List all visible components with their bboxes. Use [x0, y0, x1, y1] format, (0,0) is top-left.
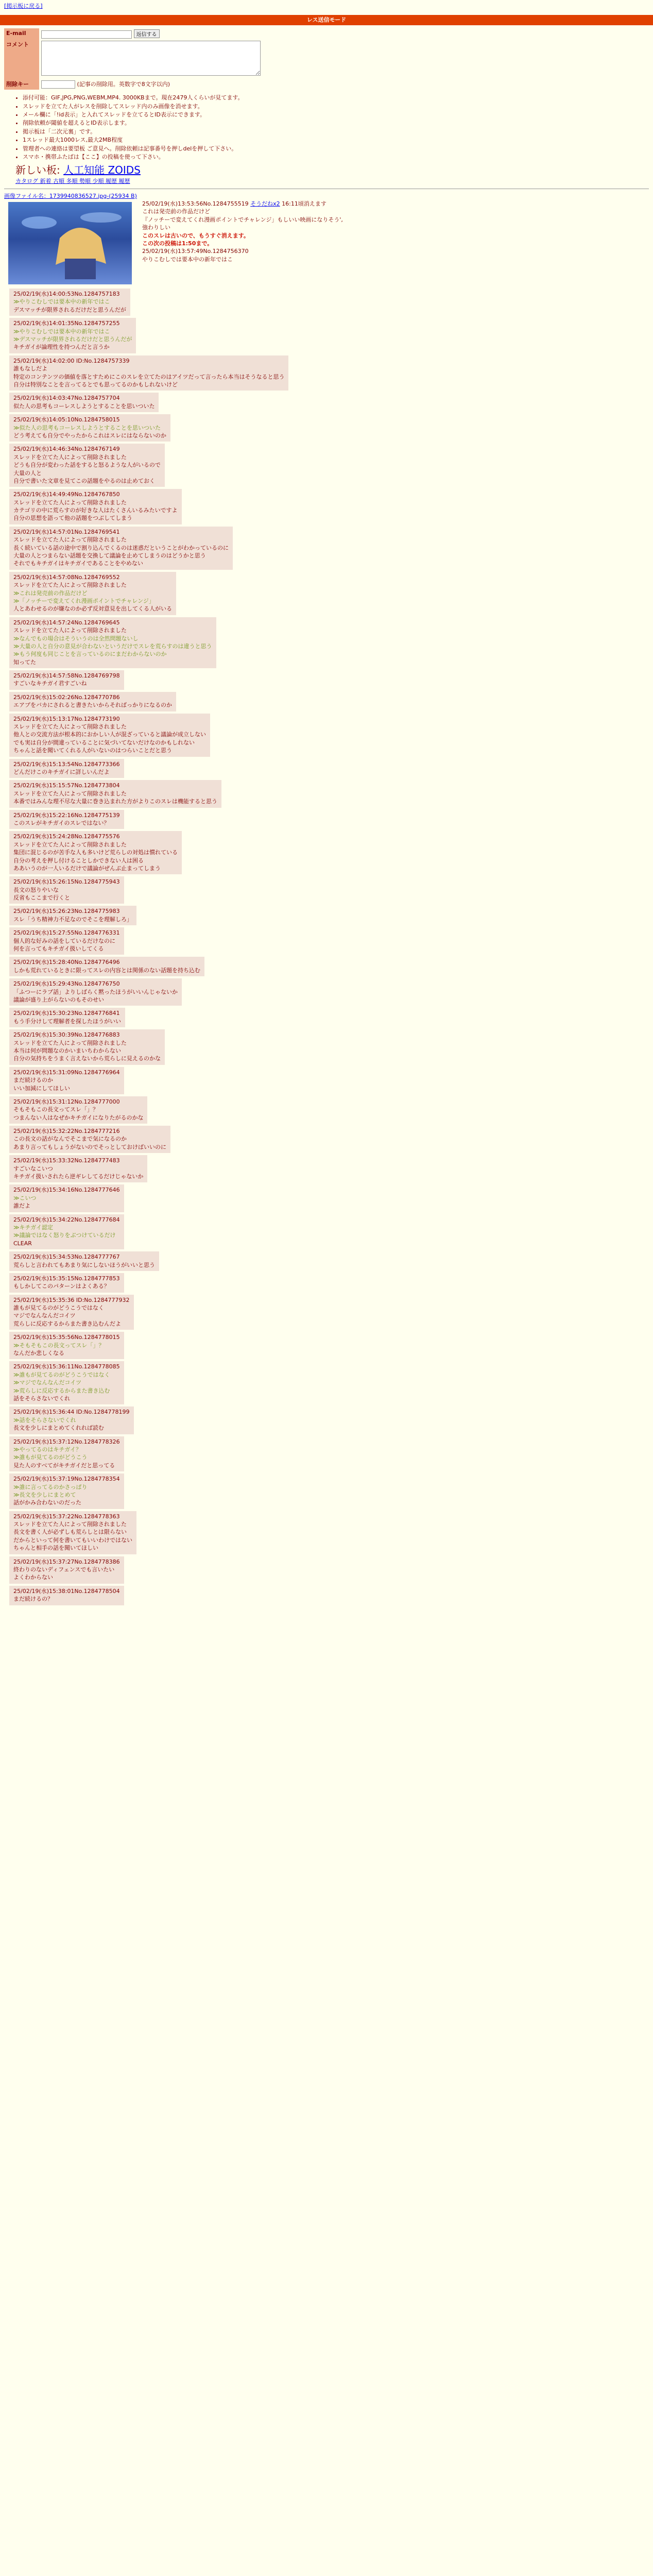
reply-header[interactable]: 25/02/19(水)15:31:12No.1284777000	[13, 1098, 120, 1105]
reply-line: どう考えても自分でやったからこれはスレにはならないのか	[13, 432, 166, 439]
submit-button[interactable]: 返信する	[134, 29, 160, 38]
reply-header[interactable]: 25/02/19(水)14:49:49No.1284767850	[13, 491, 120, 498]
reply-header[interactable]: 25/02/19(水)15:34:16No.1284777646	[13, 1187, 120, 1194]
reply-line: だからといって何を書いてもいいわけではない	[13, 1536, 132, 1544]
reply-header[interactable]: 25/02/19(水)15:35:36 ID:No.1284777932	[13, 1296, 130, 1303]
reply-post	[9, 1273, 124, 1293]
reply-line: 大量の人とつまらない話題を交換して議論を止めてしまうのはどうかと思う	[13, 552, 206, 560]
reply-post	[9, 1029, 165, 1065]
reply-header[interactable]: 25/02/19(水)15:37:19No.1284778354	[13, 1476, 120, 1483]
reply-post	[9, 759, 124, 778]
reply-header[interactable]: 25/02/19(水)15:36:11No.1284778085	[13, 1363, 120, 1370]
reply-header[interactable]: 25/02/19(水)14:57:58No.1284769798	[13, 672, 120, 680]
reply-list	[0, 289, 653, 1605]
reply-line: スレッドを立てた人によって削除されました	[13, 1039, 127, 1046]
ad-link[interactable]: 人工知能 ZOIDS	[63, 164, 141, 177]
reply-line: スレッドを立てた人によって削除されました	[13, 841, 127, 848]
reply-line: 「ふつーにラブ話」よりしばらく黙ったほうがいいんじゃないか	[13, 988, 178, 995]
reply-line: ≫デスマッチが限界されるだけだと思うんだが	[13, 336, 132, 343]
reply-post	[9, 414, 170, 442]
reply-post	[9, 1511, 136, 1554]
reply-post	[9, 810, 124, 829]
reply-header[interactable]: 25/02/19(水)14:03:47No.1284757704	[13, 395, 120, 402]
reply-line: もう手分けして理解者を探したほうがいい	[13, 1018, 121, 1025]
reply-header[interactable]: 25/02/19(水)15:15:57No.1284773804	[13, 782, 120, 789]
delete-key-hint: (記事の削除用。英数字で8文字以内)	[77, 80, 170, 88]
reply-line: スレッドを立てた人によって削除されました	[13, 582, 127, 589]
reply-line: ≫なんでもの場合はそういうのは全然問題ないし	[13, 635, 139, 642]
op-date-extra: 16:11頃消えます	[282, 200, 326, 208]
rule-item: • 1スレッド最大1000レス,最大2MB程度	[23, 136, 653, 144]
reply-line: 個人的な好みの話をしているだけなのに	[13, 937, 115, 944]
reply-header[interactable]: 25/02/19(水)14:57:08No.1284769552	[13, 573, 120, 581]
reply-post	[9, 1436, 124, 1472]
reply-header[interactable]: 25/02/19(水)15:31:09No.1284776964	[13, 1069, 120, 1076]
reply-line: いい加減にしてほしい	[13, 1084, 70, 1092]
reply-post	[9, 831, 182, 874]
reply-line: 長文を少しにまとめてくれれば読む	[13, 1425, 104, 1432]
reply-line: そもそもこの長文ってスレ「」？	[13, 1106, 98, 1113]
reply-line: よくわからない	[13, 1574, 53, 1581]
reply-line: 人とあわせるのが嫌なのか必ず反対意見を出してくる人がいる	[13, 605, 172, 613]
reply-post	[9, 1155, 147, 1182]
reply-line: キチガイが論理性を持つんだと言うか	[13, 344, 110, 351]
reply-post	[9, 876, 124, 904]
rule-item: • メール欄に「!id表示」と入れてスレッドを立てるとID表示にできます。	[23, 111, 653, 118]
reply-line: どんだけこのキチガイに詳しいんだよ	[13, 769, 110, 775]
reply-header[interactable]: 25/02/19(水)15:38:01No.1284778504	[13, 1587, 120, 1595]
reply-line: すごいなこいつ	[13, 1165, 53, 1172]
reply-line: 自分で書いた文章を見てこの話題をやるのは止めておく	[13, 477, 155, 484]
reply-line: ≫そもそもこの長文ってスレ「」？	[13, 1342, 105, 1349]
reply-line: 長文を書く人が必ずしも荒らしとは限らない	[13, 1529, 127, 1536]
reply-line: 反省もここまで行くと	[13, 894, 70, 902]
reply-line: 誰だよ	[13, 1202, 30, 1210]
reply-line: ≫やりこむしでは要本中の新年ではこ	[13, 328, 110, 335]
delete-key-field[interactable]	[41, 80, 75, 89]
reply-header[interactable]: 25/02/19(水)15:26:23No.1284775983	[13, 908, 120, 915]
rules-list	[15, 94, 653, 161]
reply-post	[9, 444, 165, 487]
reply-line: このスレがキチガイのスレではない？	[13, 819, 110, 826]
reply-post	[9, 617, 216, 668]
reply-header[interactable]: 25/02/19(水)15:37:22No.1284778363	[13, 1513, 120, 1520]
ad-prefix: 新しい板:	[15, 164, 60, 177]
reply-post	[9, 1556, 124, 1584]
reply-line: 荒らしに反応するからまた書き込むんだよ	[13, 1320, 121, 1327]
reply-header[interactable]: 25/02/19(水)15:35:56No.1284778015	[13, 1334, 120, 1341]
reply-line: 自分の気持ちをうまく言えないから荒らしに見えるのかな	[13, 1055, 161, 1062]
reply-line: ≫やってるのはキチガイ？	[13, 1446, 81, 1453]
reply-line: スレッドを立てた人によって削除されました	[13, 723, 127, 731]
reply-header[interactable]: 25/02/19(水)14:01:35No.1284757255	[13, 320, 120, 327]
reply-post	[9, 318, 136, 353]
reply-line: しかも荒れているときに限ってスレの内容とは関係のない話題を持ち込む	[13, 967, 200, 974]
rule-item: • 削除依頼が閾値を超えるとID表示します。	[23, 119, 653, 127]
reply-line: 荒らしと言われてもあまり気にしないほうがいいと思う	[13, 1261, 155, 1268]
reply-line: すごいなキチガイ君すごいね	[13, 680, 87, 687]
reply-header[interactable]: 25/02/19(水)15:30:23No.1284776841	[13, 1010, 120, 1017]
reply-line: カテゴリの中に荒らすのが好きな人はたくさんいるみたいですよ	[13, 507, 178, 514]
reply-post	[9, 489, 182, 524]
reply-line: ≫荒らしに反応するからまた書き込む	[13, 1387, 110, 1394]
reply-line: それでもキチガイはキチガイであることをやめない	[13, 560, 143, 567]
reply-line: キチガイ扱いされたら逆ギレしてるだけじゃないか	[13, 1173, 144, 1180]
reply-header[interactable]: 25/02/19(水)14:46:34No.1284767149	[13, 446, 120, 453]
reply-line: エアプをバカにされると書きたいからそればっかりになるのか	[13, 702, 172, 709]
op-line: このスレは古いので、もうすぐ消えます。	[142, 232, 249, 239]
delete-key-label: 削除キー	[4, 79, 39, 90]
reply-line: スレッドを立てた人によって削除されました	[13, 627, 127, 634]
reply-line: 話がかみ合わないのだった	[13, 1499, 81, 1506]
rule-item: • スマホ・携帯ふたばは【ここ】の投稿を使って下さい。	[23, 153, 653, 161]
reply-header[interactable]: 25/02/19(水)15:26:15No.1284775943	[13, 878, 120, 886]
catalog-bar	[15, 177, 653, 185]
op-file-name	[4, 192, 649, 200]
reply-post	[9, 714, 210, 757]
op-file-link[interactable]: 画像ファイル名：1739940836527.jpg-(25934 B)	[4, 192, 137, 199]
back-link[interactable]: [掲示板に戻る]	[4, 3, 43, 9]
reply-header[interactable]: 25/02/19(水)15:36:44 ID:No.1284778199	[13, 1409, 130, 1416]
reply-post	[9, 1251, 159, 1271]
email-field[interactable]	[41, 30, 132, 39]
reply-line: 知ってた	[13, 658, 36, 666]
reply-line: 誰もなしだよ	[13, 365, 47, 372]
reply-post	[9, 957, 204, 976]
reply-line: スレッドを立てた人によって削除されました	[13, 1521, 127, 1528]
reply-line: どうも自分が変わった話をすると怒るような人がいるので	[13, 462, 161, 469]
rule-item: • 添付可能：GIF,JPG,PNG,WEBM,MP4. 3000KBまで。現在2479人くらいが見てます。	[23, 94, 653, 101]
reply-header[interactable]: 25/02/19(水)15:28:40No.1284776496	[13, 959, 120, 966]
reply-line: まだ続けるの？	[13, 1596, 53, 1603]
reply-header[interactable]: 25/02/19(水)15:27:55No.1284776331	[13, 929, 120, 937]
reply-line: ≫もう何度も同じことを言っているのにまだわからないのか	[13, 651, 167, 658]
reply-post	[9, 1214, 124, 1250]
reply-post	[9, 1361, 124, 1404]
reply-line: ≫キチガイ認定	[13, 1224, 53, 1231]
reply-header[interactable]: 25/02/19(水)15:30:39No.1284776883	[13, 1031, 120, 1039]
reply-line: 自分の考えを押し付けることしかできない人は困る	[13, 857, 144, 864]
reply-line: 話をそらさないでくれ	[13, 1395, 70, 1402]
reply-post	[9, 355, 288, 391]
reply-line: 議論が盛り上がらないのもそのせい	[13, 996, 104, 1003]
reply-line: CLEAR	[13, 1240, 32, 1247]
reply-post	[9, 1126, 170, 1153]
reply-post	[9, 289, 130, 316]
op-line: これは発売前の作品だけど	[142, 208, 210, 215]
reply-line: 似た人の思考もコーレスしようとすることを思いついた	[13, 402, 155, 410]
reply-header[interactable]: 25/02/19(水)15:24:28No.1284775576	[13, 833, 120, 840]
reply-header[interactable]: 25/02/19(水)14:57:01No.1284769541	[13, 528, 120, 535]
reply-line: 誰もが見てるのがどうこうではなく	[13, 1304, 104, 1312]
reply-line: この長文の話がなんでそこまで気になるのか	[13, 1136, 127, 1143]
reply-post	[9, 1473, 124, 1509]
reply-post	[9, 1008, 125, 1027]
op-line: 『ノッチーで変えてくれ漫画ポイントでチャレンジ」もしいい映画になりそう',	[142, 216, 343, 223]
reply-header[interactable]: 25/02/19(水)15:13:54No.1284773366	[13, 760, 120, 768]
reply-header[interactable]: 25/02/19(水)15:33:32No.1284777483	[13, 1157, 120, 1164]
reply-line: つまんない人はなぜかキチガイになりたがるのかな	[13, 1114, 144, 1121]
reply-line: なんだか悲しくなる	[13, 1350, 64, 1357]
reply-post	[9, 1332, 124, 1359]
reply-line: ≫こいつ	[13, 1194, 37, 1201]
reply-post	[9, 1184, 124, 1212]
reply-line: ちゃんと相手の話を聞いてほしい	[13, 1545, 98, 1552]
reply-line: 本当は何が問題なのかいまいちわからない	[13, 1047, 121, 1054]
reply-header[interactable]: 25/02/19(水)15:22:16No.1284775139	[13, 811, 120, 819]
reply-post	[9, 1406, 134, 1434]
reply-line: ≫やりこむしでは要本中の新年ではこ	[13, 298, 110, 306]
rule-item: • スレッドを立てた人がレスを削除してスレッド内のみ画像を消せます。	[23, 103, 653, 110]
op-line: この次の投稿は1:50まで。	[142, 240, 213, 247]
reply-line: ≫話をそらさないでくれ	[13, 1416, 76, 1423]
reply-post	[9, 1586, 124, 1605]
reply-line: デスマッチが限界されるだけだと思うんだが	[13, 306, 126, 313]
reply-post	[9, 527, 233, 570]
reply-line: ≫誰もが見てるのがどうこう	[13, 1454, 88, 1461]
reply-line: ≫大量の人と自分の意見が合わないというだけでスレを荒らすのは違うと思う	[13, 642, 212, 650]
reply-post	[9, 906, 136, 925]
rule-item: • 掲示板は「二次元裏」です。	[23, 128, 653, 135]
reply-line: まだ続けるのか	[13, 1077, 53, 1084]
reply-post	[9, 927, 124, 955]
reply-line: ああいうのが一人いるだけで議論がぜんぶ止まってしまう	[13, 865, 161, 872]
mode-banner: レス送信モード	[0, 15, 653, 25]
op-head: 25/02/19(水)13:53:56No.1284755519	[142, 200, 249, 208]
reply-line: スレッドを立てた人によって削除されました	[13, 790, 127, 797]
reply-line: 終わりのないディフェンスでも言いたい	[13, 1566, 115, 1573]
comment-field[interactable]	[41, 41, 261, 76]
comment-label: コメント	[4, 40, 39, 79]
reply-line: スレ「うち精神力不足なのでそこを理解しろ」	[13, 916, 132, 923]
reply-line: ≫マジでなんなんだコイツ	[13, 1379, 82, 1386]
reply-line: 本番ではみんな理不尽な大量に巻き込まれた方がよりこのスレは機能すると思う	[13, 798, 217, 805]
reply-line: ≫長文を少しにまとめて	[13, 1491, 76, 1498]
reply-line: 自分は特別なことを言ってるとでも思ってるのかもしれないけど	[13, 381, 178, 388]
reply-line: あまり言ってもしょうがないのでそっとしておけばいいのに	[13, 1143, 166, 1150]
op-thumbnail[interactable]	[8, 202, 132, 284]
reply-header[interactable]: 25/02/19(水)15:37:12No.1284778326	[13, 1438, 120, 1445]
reply-line: 大量の人と	[13, 469, 42, 477]
reply-line: ≫「ノッチーで変えてくれ漫画ポイントでチャレンジ」	[13, 597, 154, 604]
reply-header[interactable]: 25/02/19(水)14:00:53No.1284757183	[13, 291, 120, 298]
reply-line: ≫誰もが見てるのがどうこうではなく	[13, 1371, 110, 1378]
reply-post	[9, 670, 124, 690]
reply-post	[9, 1096, 147, 1124]
op-line: 25/02/19(水)13:57:49No.1284756370	[142, 248, 249, 255]
op-text	[142, 208, 649, 263]
reply-line: 長く続いている話の途中で割り込んでくるのは迷惑だということがわかっているのに	[13, 544, 229, 551]
reply-line: 何を言ってもキチガイ扱いしてくる	[13, 945, 104, 953]
post-form	[4, 28, 263, 90]
rule-item: • 管理者への連絡は要望板 ご意見へ。削除依頼は記事番号を押しdelを押して下さい。	[23, 145, 653, 152]
op-sodane[interactable]: そうだねx2	[250, 200, 280, 208]
reply-line: スレッドを立てた人によって削除されました	[13, 499, 127, 506]
reply-line: マジでなんなんだコイツ	[13, 1312, 76, 1319]
op-line: 強わりしい	[142, 224, 170, 231]
reply-line: 長文の怒りやいな	[13, 886, 59, 893]
reply-line: スレッドを立てた人によって削除されました	[13, 453, 127, 461]
reply-header[interactable]: 25/02/19(水)14:05:10No.1284758015	[13, 416, 120, 423]
reply-header[interactable]: 25/02/19(水)15:32:22No.1284777216	[13, 1128, 120, 1135]
reply-line: 集団に混じるのが苦手な人も多いけど荒らしの対処は慣れている	[13, 849, 178, 856]
reply-post	[9, 978, 182, 1006]
reply-header[interactable]: 25/02/19(水)15:34:22No.1284777684	[13, 1216, 120, 1223]
email-label: E-mail	[4, 28, 39, 40]
reply-line: 他人との交流方法が根本的におかしい人が混ざっていると議論が成立しない	[13, 731, 206, 738]
reply-header[interactable]: 25/02/19(水)15:29:43No.1284776750	[13, 980, 120, 988]
catalog-links[interactable]: カタログ 新着 古順 多順 勢順 少順 履歴 履歴	[15, 178, 130, 185]
op-thumbnail-art	[8, 202, 132, 284]
new-board-ad	[15, 163, 653, 177]
op-line: やりこむしでは要本中の新年ではこ	[142, 256, 233, 263]
reply-line: でも実は自分が間違っていることに気づいてないだけなのかもしれない	[13, 739, 195, 746]
reply-header[interactable]: 25/02/19(水)15:02:26No.1284770786	[13, 693, 120, 701]
reply-header[interactable]: 25/02/19(水)15:37:27No.1284778386	[13, 1558, 120, 1565]
reply-post	[9, 1295, 134, 1330]
reply-post	[9, 1067, 124, 1094]
reply-line: スレッドを立てた人によって削除されました	[13, 536, 127, 544]
op-body	[142, 200, 649, 263]
reply-line: ≫これは発売前の作品だけど	[13, 589, 88, 597]
reply-header[interactable]: 25/02/19(水)15:34:53No.1284777767	[13, 1253, 120, 1261]
reply-header[interactable]: 25/02/19(水)14:02:00 ID:No.1284757339	[13, 357, 130, 364]
op-post	[0, 192, 653, 286]
reply-line: 特定のコンテンツの価値を落とすためにこのスレを立てたのはアイツだって言ったら本当はそうなると思う	[13, 373, 285, 380]
reply-post	[9, 393, 159, 412]
reply-line: ≫議論ではなく怒りをぶつけているだけ	[13, 1232, 116, 1239]
reply-line: 見た人のすべてがキチガイだと思ってる	[13, 1462, 115, 1469]
reply-line: ≫誰に言ってるのかさっぱり	[13, 1483, 88, 1490]
reply-line: もしかしてこのパターンはよくある？	[13, 1283, 110, 1290]
reply-header[interactable]: 25/02/19(水)15:13:17No.1284773190	[13, 715, 120, 722]
reply-header[interactable]: 25/02/19(水)15:35:15No.1284777853	[13, 1275, 120, 1282]
reply-line: ちゃんと話を聞いてくれる人がいないのはつらいことだと思う	[13, 747, 172, 754]
reply-header[interactable]: 25/02/19(水)14:57:24No.1284769645	[13, 619, 120, 626]
reply-post	[9, 572, 176, 615]
reply-post	[9, 780, 221, 807]
reply-line: 自分の思想を語って他の話題をつぶしてしまう	[13, 515, 132, 522]
reply-line: ≫似た人の思考もコーレスしようとすることを思いついた	[13, 424, 161, 431]
reply-post	[9, 692, 176, 711]
